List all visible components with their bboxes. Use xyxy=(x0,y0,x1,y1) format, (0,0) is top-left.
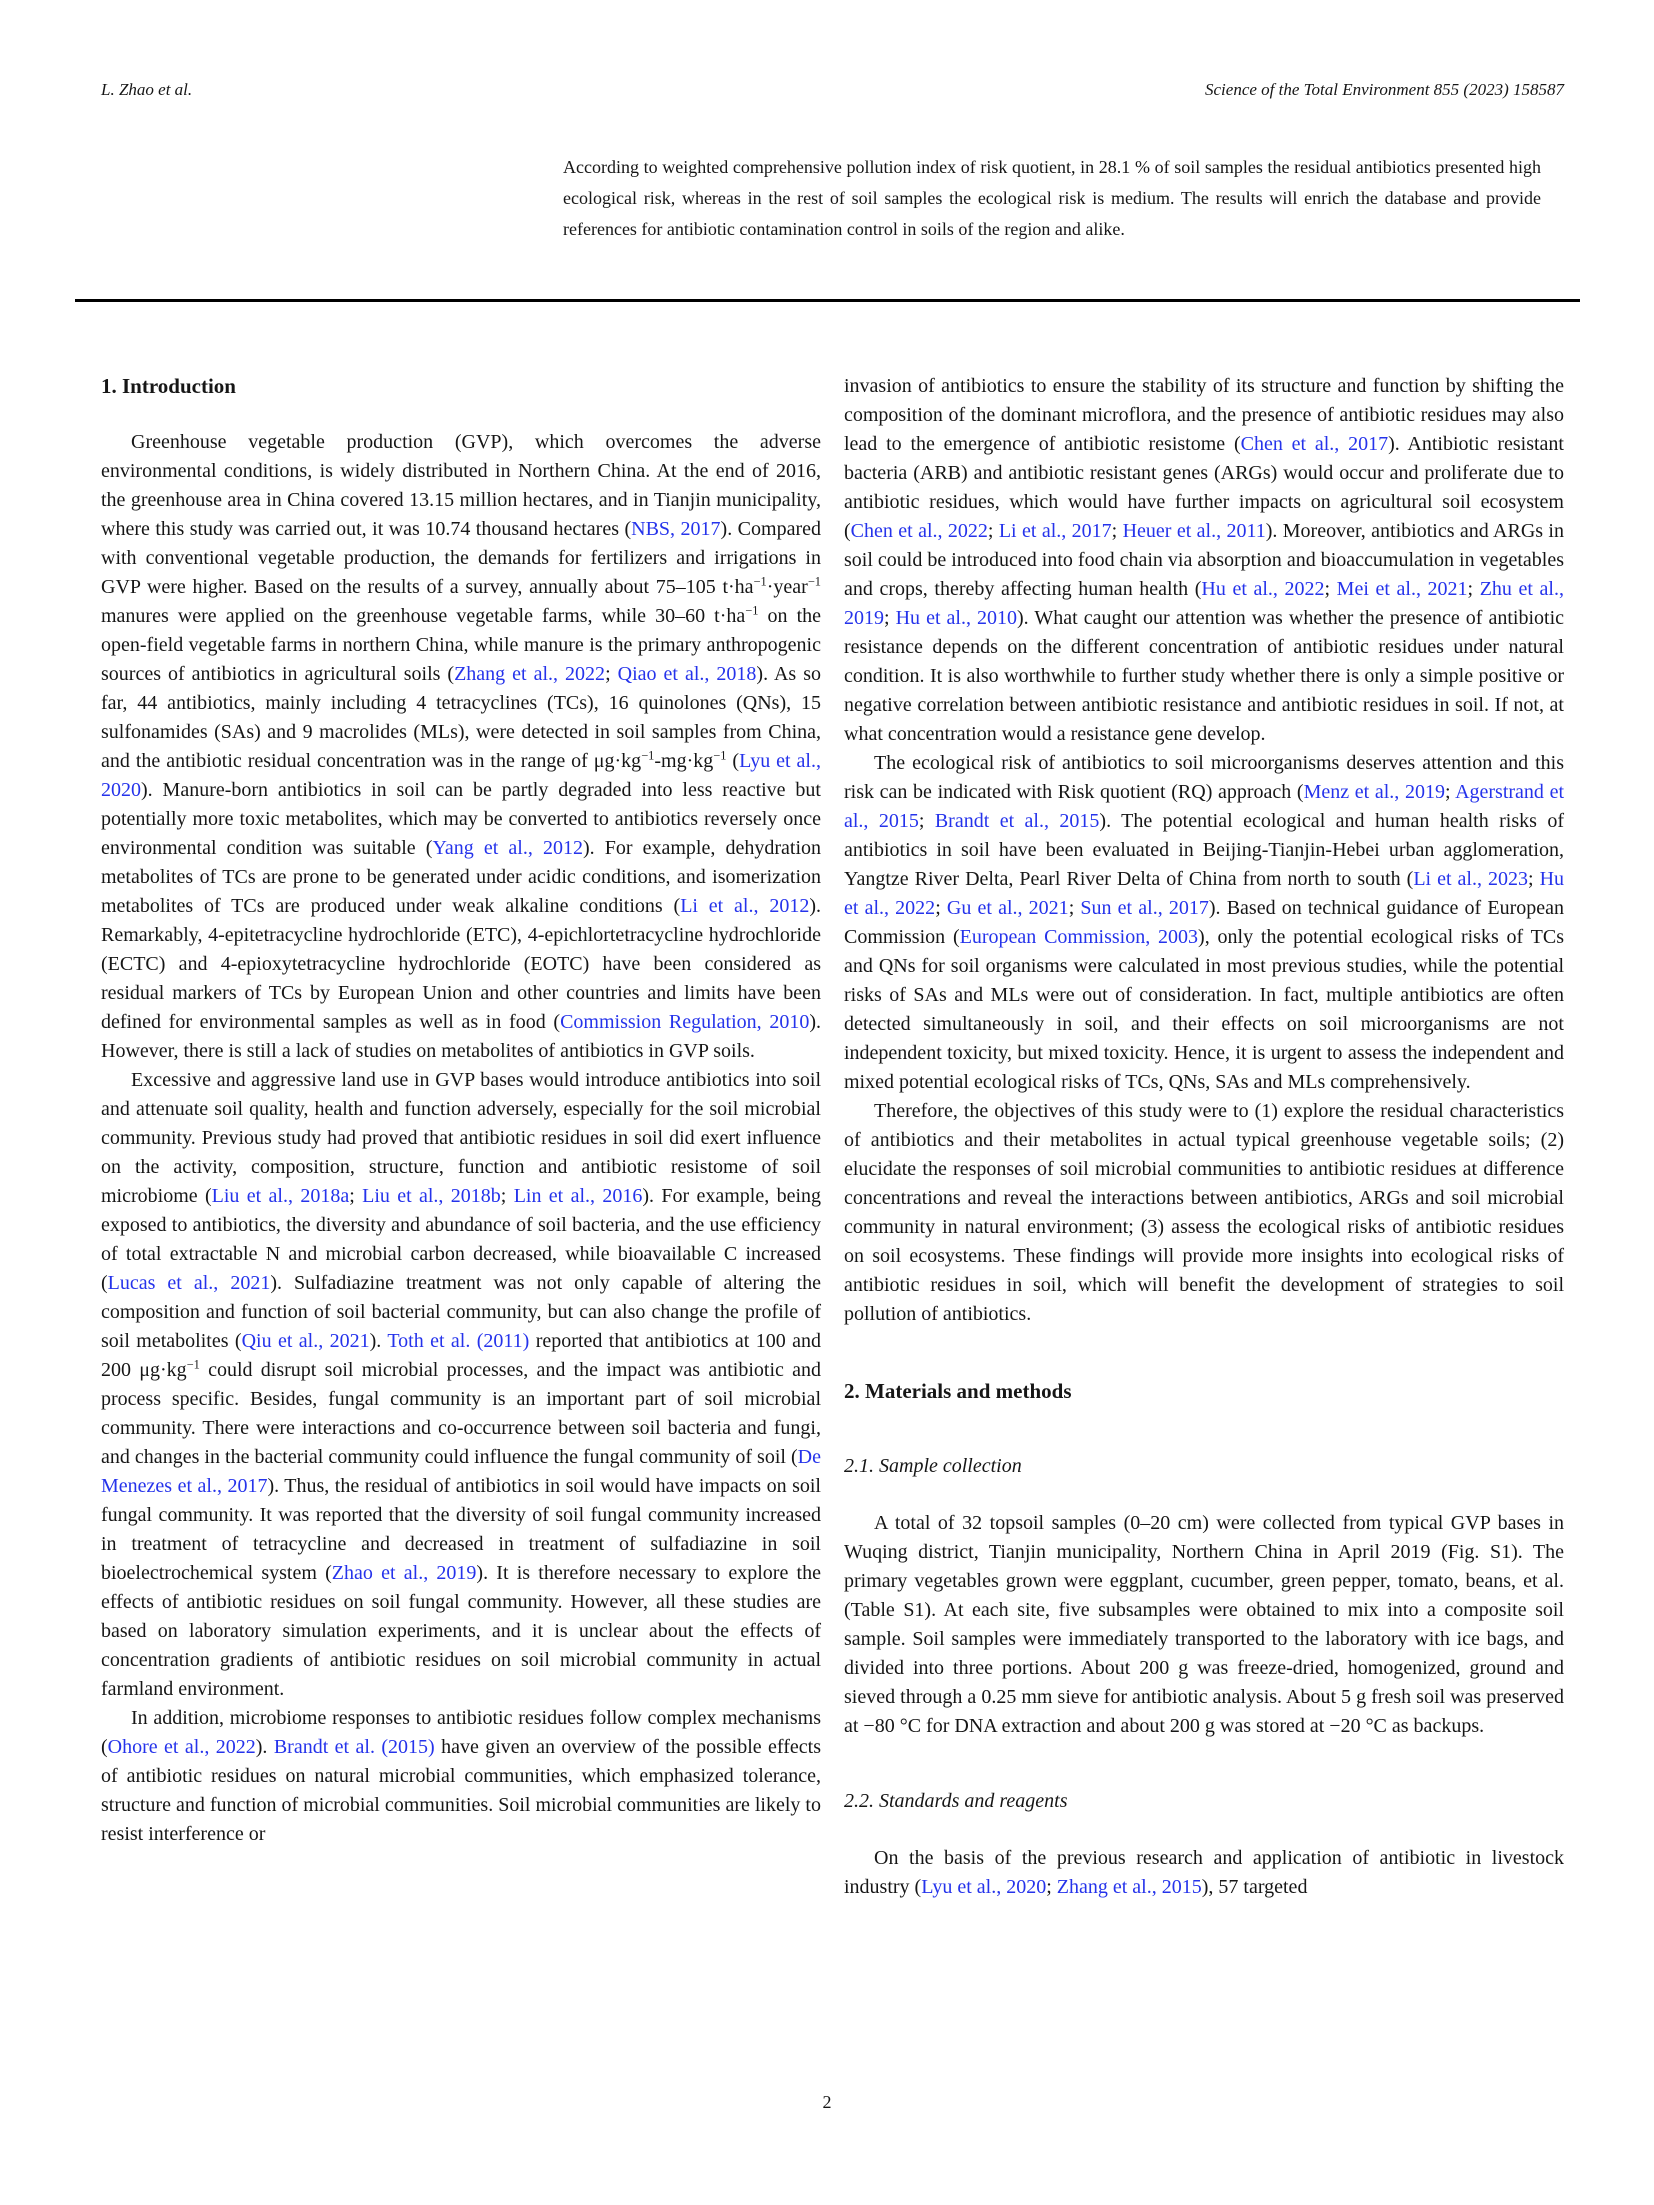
text-run: A total of 32 topsoil samples (0–20 cm) were collected from typical GVP bases in Wuqing district, Tianjin municipality, Northern China in April 2019 (Fig. S1). The primary vegetables grown were eggplant, cucumber, green pepper, tomato, beans, et al. (Table S1). At each site, five subsamples were obtained to mix into a composite soil sample. Soil samples were immediately transported to the laboratory with ice bags, and divided into three portions. About 200 g was freeze-dried, homogenized, ground and sieved through a 0.25 mm sieve for antibiotic analysis. About 5 g fresh soil was preserved at −80 °C for DNA extraction and about 200 g was stored at −20 °C as backups. xyxy=(844,1512,1564,1737)
right-column xyxy=(844,372,1564,1902)
citation-link[interactable]: Lyu et al., 2020 xyxy=(921,1876,1047,1898)
text-run: ; xyxy=(1528,868,1540,890)
text-run: ). Thus, the residual of antibiotics in soil would have impacts on soil fungal community. It was reported that the diversity of soil fungal community increased in treatment of tetracycline and decreased in treatment of sulfadiazine in soil bioelectrochemical system ( xyxy=(101,1475,821,1584)
citation-link[interactable]: Brandt et al., 2015 xyxy=(934,810,1100,832)
citation-link[interactable]: Menz et al., 2019 xyxy=(1303,781,1445,803)
citation-link[interactable]: Brandt et al. (2015) xyxy=(273,1736,435,1758)
text-run: ( xyxy=(726,750,740,772)
text-run: ). xyxy=(255,1736,274,1758)
citation-link[interactable]: Hu et al., 2010 xyxy=(895,607,1018,629)
citation-link[interactable]: Agerstrand et al., 2015 xyxy=(844,781,1565,832)
citation-link[interactable]: Heuer et al., 2011 xyxy=(1122,520,1266,542)
citation-link[interactable]: European Commission, 2003 xyxy=(959,926,1199,948)
text-run: ). The potential ecological and human health risks of antibiotics in soil have been evaluated in Beijing-Tianjin-Hebei urban agglomeration, Yangtze River Delta, Pearl River Delta of China from north to south ( xyxy=(844,810,1564,890)
text-run: ; xyxy=(987,520,999,542)
subsection-heading-sample-collection: 2.1. Sample collection xyxy=(844,1455,1022,1477)
text-run: ). Sulfadiazine treatment was not only capable of altering the composition and function of soil bacterial community, but can also change the profile of soil metabolites ( xyxy=(101,1272,821,1352)
citation-link[interactable]: Commission Regulation, 2010 xyxy=(560,1011,810,1033)
running-head-journal: Science of the Total Environment 855 (2023) 158587 xyxy=(1205,80,1564,99)
citation-link[interactable]: Chen et al., 2017 xyxy=(1240,433,1389,455)
text-run: ; xyxy=(1324,578,1337,600)
intro-paragraph-3 xyxy=(101,1704,821,1849)
citation-link[interactable]: Lucas et al., 2021 xyxy=(107,1272,271,1294)
citation-link[interactable]: Liu et al., 2018b xyxy=(362,1185,501,1207)
text-run: Therefore, the objectives of this study were to (1) explore the residual characteristics of antibiotics and their metabolites in actual typical greenhouse vegetable soils; (2) elucidate the responses of soil microbial communities to antibiotic residues at difference concentrations and reveal the interactions between antibiotics, ARGs and soil microbial community in natural environment; (3) assess the ecological risks of antibiotic residues on soil ecosystems. These findings will provide more insights into ecological risks of antibiotic residues in soil, which will benefit the development of strategies to soil pollution of antibiotics. xyxy=(844,1100,1564,1325)
text-run: ). As so far, 44 antibiotics, mainly including 4 tetracyclines (TCs), 16 quinolones (QNs), 15 sulfonamides (SAs) and 9 macrolides (MLs), were detected in soil samples from China, and the antibiotic residual concentration was in the range of μg·kg xyxy=(101,663,821,772)
superscript: −1 xyxy=(186,1357,200,1372)
text-run: ). It is therefore necessary to explore the effects of antibiotic residues on soil fungal community. However, all these studies are based on laboratory simulation experiments, and it is unclear about the effects of concentration gradients of antibiotic residues on soil microbial community in actual farmland environment. xyxy=(101,1562,821,1700)
text-run: reported that antibiotics at 100 and 200 μg·kg xyxy=(101,1330,821,1381)
text-run: ; xyxy=(1111,520,1123,542)
intro-paragraph-1 xyxy=(101,428,821,1066)
citation-link[interactable]: De Menezes et al., 2017 xyxy=(101,1446,821,1497)
section-heading-methods: 2. Materials and methods xyxy=(844,1379,1072,1403)
text-run: ). Moreover, antibiotics and ARGs in soil could be introduced into food chain via absorption and bioaccumulation in vegetables and crops, thereby affecting human health ( xyxy=(844,520,1564,600)
intro-paragraph-2 xyxy=(101,1066,821,1704)
superscript: −1 xyxy=(641,748,655,763)
citation-link[interactable]: Gu et al., 2021 xyxy=(946,897,1069,919)
citation-link[interactable]: Yang et al., 2012 xyxy=(432,837,583,859)
text-run: ). Compared with conventional vegetable production, the demands for fertilizers and irrigations in GVP were higher. Based on the results of a survey, annually about 75–105 t·ha xyxy=(101,518,821,598)
text-run: ; xyxy=(1068,897,1081,919)
text-run: ; xyxy=(1046,1876,1057,1898)
text-run: ). Manure-born antibiotics in soil can be partly degraded into less reactive but potentially more toxic metabolites, which may be converted to antibiotics reversely once environmental condition was suitable ( xyxy=(101,779,821,859)
section-heading-introduction: 1. Introduction xyxy=(101,374,236,398)
text-run: -mg·kg xyxy=(654,750,714,772)
citation-link[interactable]: Lin et al., 2016 xyxy=(513,1185,643,1207)
text-run: ). For example, dehydration metabolites of TCs are prone to be generated under acidic conditions, and isomerization metabolites of TCs are produced under weak alkaline conditions ( xyxy=(101,837,821,917)
text-run: on the open-field vegetable farms in northern China, while manure is the primary anthropogenic sources of antibiotics in agricultural soils ( xyxy=(101,605,822,685)
text-run: ). However, there is still a lack of studies on metabolites of antibiotics in GVP soils. xyxy=(101,1011,822,1062)
text-run: ). For example, being exposed to antibiotics, the diversity and abundance of soil bacteria, and the use efficiency of total extractable N and microbial carbon decreased, while bioavailable C increased ( xyxy=(101,1185,822,1294)
citation-link[interactable]: Li et al., 2017 xyxy=(998,520,1112,542)
text-run: could disrupt soil microbial processes, and the impact was antibiotic and process specific. Besides, fungal community is an important part of soil microbial community. There were interactions and co-occurrence between soil bacteria and fungi, and changes in the bacterial community could influence the fungal community of soil ( xyxy=(101,1359,821,1468)
citation-link[interactable]: Zhang et al., 2015 xyxy=(1056,1876,1202,1898)
text-run: have given an overview of the possible effects of antibiotic residues on natural microbial communities, which emphasized tolerance, structure and function of microbial communities. Soil microbial communities are likely to resist interference or xyxy=(101,1736,821,1845)
citation-link[interactable]: Qiao et al., 2018 xyxy=(617,663,757,685)
text-run: ). What caught our attention was whether the presence of antibiotic resistance depends on the different concentration of antibiotic residues under natural condition. It is also worthwhile to further study whether there is only a simple positive or negative correlation between antibiotic resistance and antibiotic residues in soil. If not, at what concentration would a resistance gene develop. xyxy=(844,607,1564,745)
text-run: Greenhouse vegetable production (GVP), which overcomes the adverse environmental conditions, is widely distributed in Northern China. At the end of 2016, the greenhouse area in China covered 13.15 million hectares, and in Tianjin municipality, where this study was carried out, it was 10.74 thousand hectares ( xyxy=(101,431,821,540)
text-run: According to weighted comprehensive pollution index of risk quotient, in 28.1 % of soil samples the residual antibiotics presented high ecological risk, whereas in the rest of soil samples the ecological risk is medium. The results will enrich the database and provide references for antibiotic contamination control in soils of the region and alike. xyxy=(563,157,1541,239)
sample-collection-paragraph xyxy=(844,1509,1564,1741)
text-run: In addition, microbiome responses to antibiotic residues follow complex mechanisms ( xyxy=(101,1707,821,1758)
text-run: ). Antibiotic resistant bacteria (ARB) and antibiotic resistant genes (ARGs) would occur and proliferate due to antibiotic residues, which would have further impacts on agricultural soil ecosystem ( xyxy=(844,433,1564,542)
text-run: ; xyxy=(884,607,896,629)
text-run: ; xyxy=(1467,578,1480,600)
text-run: The ecological risk of antibiotics to soil microorganisms deserves attention and this risk can be indicated with Risk quotient (RQ) approach ( xyxy=(844,752,1564,803)
citation-link[interactable]: Hu et al., 2022 xyxy=(844,868,1565,919)
superscript: −1 xyxy=(713,748,727,763)
text-run: ; xyxy=(1444,781,1456,803)
superscript: −1 xyxy=(807,574,821,589)
text-run: ; xyxy=(605,663,618,685)
text-run: ). Based on technical guidance of European Commission ( xyxy=(844,897,1564,948)
citation-link[interactable]: Ohore et al., 2022 xyxy=(107,1736,256,1758)
text-run: ). xyxy=(369,1330,388,1352)
citation-link[interactable]: Chen et al., 2022 xyxy=(850,520,988,542)
text-run: ), only the potential ecological risks of TCs and QNs for soil organisms were calculated in most previous studies, while the potential risks of SAs and MLs were out of consideration. In fact, multiple antibiotics are often detected simultaneously in soil, and their effects on soil microorganisms are not independent toxicity, but mixed toxicity. Hence, it is urgent to assess the independent and mixed potential ecological risks of TCs, QNs, SAs and MLs comprehensively. xyxy=(844,926,1565,1093)
text-run: ; xyxy=(918,810,935,832)
citation-link[interactable]: Zhu et al., 2019 xyxy=(844,578,1564,629)
article-body xyxy=(101,372,1564,1902)
standards-reagents-paragraph xyxy=(844,1844,1564,1902)
text-run: On the basis of the previous research and application of antibiotic in livestock industry ( xyxy=(844,1847,1564,1898)
citation-link[interactable]: Qiu et al., 2021 xyxy=(241,1330,370,1352)
text-run: ; xyxy=(500,1185,514,1207)
text-run: ·year xyxy=(766,576,808,598)
subsection-heading-standards-reagents: 2.2. Standards and reagents xyxy=(844,1790,1068,1812)
intro-paragraph-5 xyxy=(844,1097,1564,1329)
citation-link[interactable]: Zhang et al., 2022 xyxy=(454,663,606,685)
intro-paragraph-4 xyxy=(844,749,1564,1097)
text-run: ; xyxy=(349,1185,363,1207)
citation-link[interactable]: NBS, 2017 xyxy=(631,518,721,540)
citation-link[interactable]: Mei et al., 2021 xyxy=(1336,578,1468,600)
intro-paragraph-3-continued xyxy=(844,372,1564,749)
citation-link[interactable]: Sun et al., 2017 xyxy=(1080,897,1209,919)
superscript: −1 xyxy=(745,603,759,618)
text-run: ), 57 targeted xyxy=(1201,1876,1308,1898)
citation-link[interactable]: Zhao et al., 2019 xyxy=(331,1562,477,1584)
text-run: manures were applied on the greenhouse vegetable farms, while 30–60 t·ha xyxy=(101,605,746,627)
header-divider xyxy=(75,299,1580,302)
left-column xyxy=(101,372,821,1902)
superscript: −1 xyxy=(753,574,767,589)
text-run: ; xyxy=(935,897,947,919)
citation-link[interactable]: Hu et al., 2022 xyxy=(1201,578,1325,600)
running-head xyxy=(101,80,1564,100)
citation-link[interactable]: Li et al., 2012 xyxy=(680,895,810,917)
running-head-author: L. Zhao et al. xyxy=(101,80,193,99)
text-run: Excessive and aggressive land use in GVP bases would introduce antibiotics into soil and attenuate soil quality, health and function adversely, especially for the soil microbial community. Previous study had proved that antibiotic residues in soil did exert influence on the activity, composition, structure, function and antibiotic resistome of soil microbiome ( xyxy=(101,1069,821,1207)
citation-link[interactable]: Lyu et al., 2020 xyxy=(101,750,821,801)
text-run: ). Remarkably, 4-epitetracycline hydrochloride (ETC), 4-epichlortetracycline hydrochloride (ECTC) and 4-epioxytetracycline hydrochloride (EOTC) have been considered as residual markers of TCs by European Union and other countries and limits have been defined for environmental samples as well as in food ( xyxy=(101,895,821,1033)
page-number: 2 xyxy=(822,2092,832,2112)
citation-link[interactable]: Toth et al. (2011) xyxy=(387,1330,530,1352)
citation-link[interactable]: Li et al., 2023 xyxy=(1413,868,1528,890)
citation-link[interactable]: Liu et al., 2018a xyxy=(211,1185,350,1207)
text-run: invasion of antibiotics to ensure the stability of its structure and function by shifting the composition of the dominant microflora, and the presence of antibiotic residues may also lead to the emergence of antibiotic resistome ( xyxy=(844,375,1564,455)
abstract-text xyxy=(563,152,1541,245)
